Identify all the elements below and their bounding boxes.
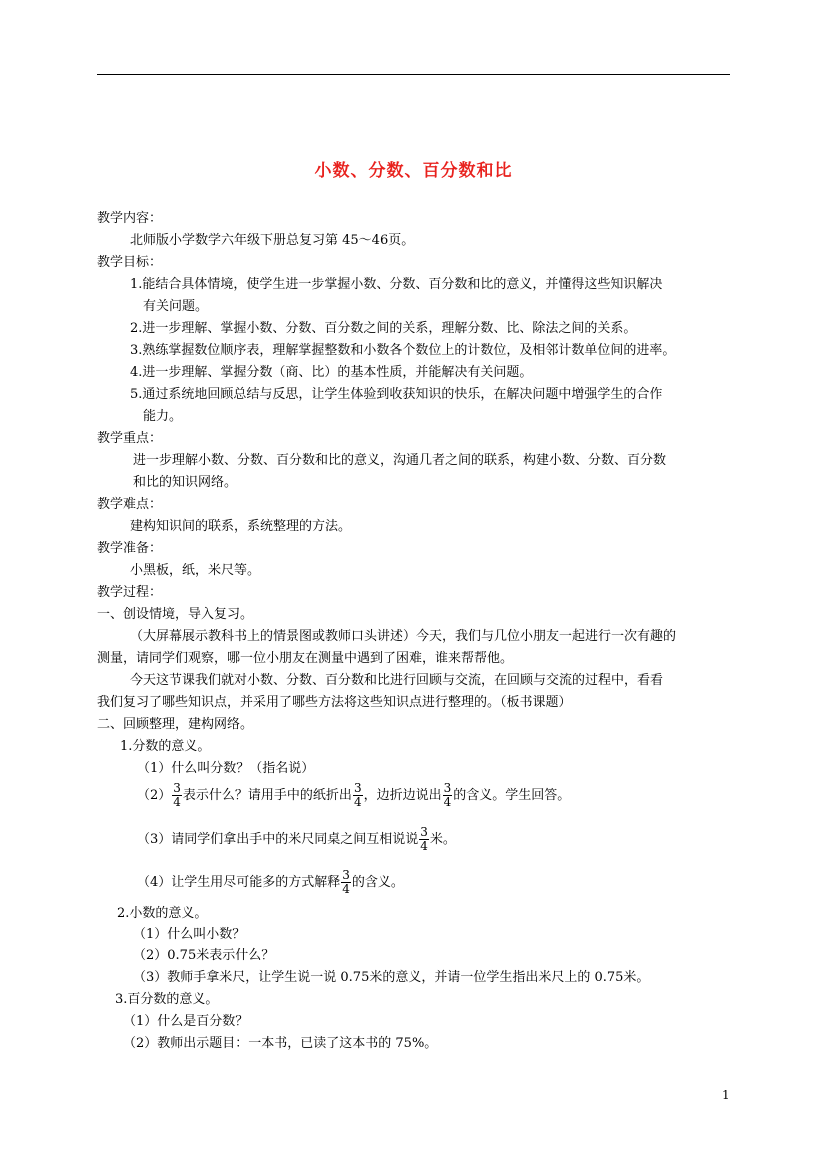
list-item-heading: 3.百分数的意义。 xyxy=(115,992,219,1007)
section-heading-key-points: 教学重点： xyxy=(97,431,163,446)
paragraph: 建构知识间的联系，系统整理的方法。 xyxy=(130,519,352,534)
paragraph: 今天这节课我们就对小数、分数、百分数和比进行回顾与交流，在回顾与交流的过程中，看看 xyxy=(130,673,664,688)
page-number: 1 xyxy=(722,1088,730,1102)
paragraph-cont: 我们复习了哪些知识点，并采用了哪些方法将这些知识点进行整理的。（板书课题） xyxy=(97,695,572,710)
section-heading-preparation: 教学准备： xyxy=(97,541,163,556)
fraction-three-quarters xyxy=(172,782,182,809)
objective-item-cont: 能力。 xyxy=(143,409,183,424)
section-heading-objectives: 教学目标： xyxy=(97,255,163,270)
fraction-three-quarters xyxy=(341,869,351,896)
fraction-numerator: 3 xyxy=(443,781,452,795)
fraction-denominator: 4 xyxy=(353,795,362,809)
fraction-numerator: 3 xyxy=(342,868,350,882)
item-text: （3）请同学们拿出手中的米尺同桌之间互相说说 xyxy=(137,832,419,847)
paragraph: （大屏幕展示教科书上的情景图或教师口头讲述）今天，我们与几位小朋友一起进行一次有趣的 xyxy=(130,629,677,644)
list-item: （1）什么是百分数？ xyxy=(123,1014,249,1029)
fraction-three-quarters xyxy=(353,782,363,809)
paragraph: 进一步理解小数、分数、百分数和比的意义，沟通几者之间的联系，构建小数、分数、百分数 xyxy=(133,453,667,468)
subsection-heading: 二、回顾整理，建构网络。 xyxy=(97,717,254,732)
item-text: 的含义。学生回答。 xyxy=(453,788,571,803)
list-item: （2）0.75米表示什么？ xyxy=(133,948,275,963)
paragraph: 小黑板，纸，米尺等。 xyxy=(130,563,261,578)
objective-item: 4.进一步理解、掌握分数（商、比）的基本性质，并能解决有关问题。 xyxy=(130,365,533,380)
fraction-numerator: 3 xyxy=(173,781,181,795)
list-item-heading: 1.分数的意义。 xyxy=(120,739,211,754)
section-heading-difficulties: 教学难点： xyxy=(97,497,163,512)
list-item-fraction-q3 xyxy=(137,826,456,853)
item-text: 表示什么？请用手中的纸折出 xyxy=(182,788,352,803)
item-text: 的含义。 xyxy=(351,875,404,890)
list-item-fraction-q2 xyxy=(137,782,570,809)
fraction-denominator: 4 xyxy=(342,882,350,896)
header-rule xyxy=(97,74,730,75)
section-heading-process: 教学过程： xyxy=(97,585,163,600)
document-title: 小数、分数、百分数和比 xyxy=(314,161,513,181)
objective-item-cont: 有关问题。 xyxy=(143,299,209,314)
list-item-fraction-q4 xyxy=(137,869,404,896)
list-item: （1）什么叫小数？ xyxy=(133,927,246,942)
fraction-numerator: 3 xyxy=(353,781,362,795)
fraction-denominator: 4 xyxy=(173,795,181,809)
fraction-three-quarters xyxy=(419,826,429,853)
paragraph-cont: 测量，请同学们观察，哪一位小朋友在测量中遇到了困难，谁来帮帮他。 xyxy=(97,651,514,666)
item-text: （4）让学生用尽可能多的方式解释 xyxy=(137,875,341,890)
fraction-numerator: 3 xyxy=(420,825,428,839)
objective-item: 1.能结合具体情境，使学生进一步掌握小数、分数、百分数和比的意义，并懂得这些知识解决 xyxy=(130,277,663,292)
paragraph-cont: 和比的知识网络。 xyxy=(133,475,238,490)
objective-item: 2.进一步理解、掌握小数、分数、百分数之间的关系，理解分数、比、除法之间的关系。 xyxy=(130,321,637,336)
list-item: （2）教师出示题目：一本书，已读了这本书的 75%。 xyxy=(123,1036,438,1051)
fraction-denominator: 4 xyxy=(420,839,428,853)
objective-item: 5.通过系统地回顾总结与反思，让学生体验到收获知识的快乐，在解决问题中增强学生的合作 xyxy=(130,387,663,402)
section-heading-content: 教学内容： xyxy=(97,211,163,226)
list-item-heading: 2.小数的意义。 xyxy=(117,906,208,921)
item-text: ，边折边说出 xyxy=(363,788,442,803)
fraction-denominator: 4 xyxy=(443,795,452,809)
objective-item: 3.熟练掌握数位顺序表，理解掌握整数和小数各个数位上的计数位，及相邻计数单位间的进率。 xyxy=(130,343,676,358)
item-text: 米。 xyxy=(429,832,456,847)
list-item: （3）教师手拿米尺，让学生说一说 0.75米的意义，并请一位学生指出米尺上的 0.75米。 xyxy=(133,970,650,985)
fraction-three-quarters xyxy=(443,782,453,809)
item-prefix: （2） xyxy=(137,788,172,803)
paragraph: 北师版小学数学六年级下册总复习第 45～46页。 xyxy=(130,233,415,248)
subsection-heading: 一、创设情境，导入复习。 xyxy=(97,607,254,622)
list-item: （1）什么叫分数？（指名说） xyxy=(137,761,315,776)
